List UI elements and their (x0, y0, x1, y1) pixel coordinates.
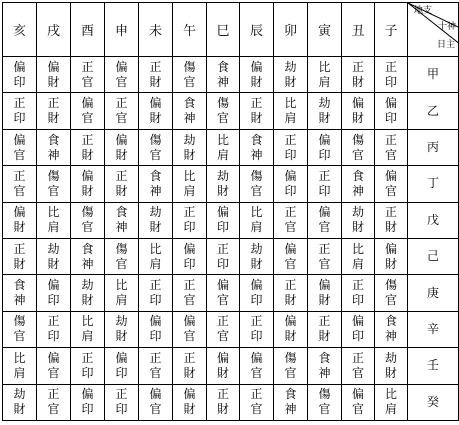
ten-god-text: 傷官 (284, 350, 297, 380)
ten-god-cell (342, 129, 375, 165)
ten-god-text: 正財 (81, 132, 94, 162)
ten-god-text: 正財 (47, 96, 60, 126)
ten-god-text: 比肩 (115, 278, 128, 308)
ten-god-cell (105, 166, 139, 202)
ten-god-cell (173, 275, 207, 311)
ten-god-text: 劫財 (318, 96, 331, 126)
day-stem-cell: 甲 (408, 57, 459, 93)
ten-god-cell (3, 275, 37, 311)
ten-god-cell (71, 166, 105, 202)
ten-god-cell (37, 348, 71, 384)
ten-god-cell (207, 93, 240, 129)
ten-god-text: 傷官 (216, 96, 229, 126)
ten-god-cell (240, 239, 274, 275)
ten-god-text: 比肩 (384, 387, 397, 417)
ten-god-text: 偏官 (284, 241, 297, 271)
ten-god-cell (139, 239, 173, 275)
ten-god-text: 偏印 (149, 314, 162, 344)
ten-god-cell (105, 275, 139, 311)
ten-god-text: 偏印 (318, 132, 331, 162)
ten-god-cell (207, 275, 240, 311)
ten-god-cell (37, 311, 71, 347)
ten-god-text: 食神 (149, 168, 162, 198)
ten-god-cell (173, 384, 207, 420)
ten-god-cell (207, 239, 240, 275)
day-stem-cell: 丁 (408, 166, 459, 202)
ten-god-text: 傷官 (351, 132, 364, 162)
ten-god-text: 偏財 (284, 314, 297, 344)
ten-god-text: 偏印 (81, 387, 94, 417)
ten-god-cell (274, 239, 308, 275)
branch-header: 寅 (308, 3, 342, 57)
ten-god-text: 偏官 (149, 387, 162, 417)
ten-god-text: 比肩 (81, 314, 94, 344)
branch-header: 亥 (3, 3, 37, 57)
table-row (3, 93, 459, 129)
day-stem-cell: 庚 (408, 275, 459, 311)
ten-god-text: 傷官 (318, 387, 331, 417)
ten-god-cell (308, 57, 342, 93)
ten-god-text: 正財 (149, 59, 162, 89)
ten-god-text: 比肩 (149, 241, 162, 271)
ten-god-text: 食神 (81, 241, 94, 271)
corner-label-gods: 十神 (437, 22, 456, 32)
ten-god-text: 正印 (47, 314, 60, 344)
ten-god-text: 偏印 (384, 96, 397, 126)
ten-god-cell (342, 384, 375, 420)
ten-god-cell (3, 93, 37, 129)
ten-god-cell (37, 93, 71, 129)
ten-god-cell (274, 275, 308, 311)
ten-god-text: 正官 (216, 314, 229, 344)
ten-god-cell (207, 202, 240, 238)
ten-god-cell (342, 275, 375, 311)
ten-god-cell (139, 129, 173, 165)
ten-god-cell (71, 239, 105, 275)
ten-god-cell (3, 239, 37, 275)
ten-god-cell (37, 384, 71, 420)
ten-god-cell (308, 129, 342, 165)
ten-god-cell (308, 348, 342, 384)
ten-god-text: 正官 (351, 350, 364, 380)
branch-header: 申 (105, 3, 139, 57)
ten-god-text: 劫財 (384, 350, 397, 380)
ten-god-cell (105, 93, 139, 129)
ten-god-text: 正印 (384, 59, 397, 89)
table-row (3, 275, 459, 311)
ten-god-cell (105, 348, 139, 384)
ten-god-cell (240, 57, 274, 93)
ten-god-cell (105, 384, 139, 420)
ten-god-cell (37, 239, 71, 275)
table-row (3, 166, 459, 202)
ten-god-text: 正印 (149, 278, 162, 308)
ten-god-cell (105, 311, 139, 347)
ten-god-text: 食神 (216, 59, 229, 89)
ten-god-text: 正財 (183, 350, 196, 380)
ten-god-text: 偏財 (81, 168, 94, 198)
ten-god-text: 比肩 (47, 205, 60, 235)
ten-god-text: 偏印 (13, 59, 26, 89)
ten-god-text: 偏印 (183, 241, 196, 271)
ten-god-cell (105, 57, 139, 93)
ten-god-cell (3, 57, 37, 93)
ten-god-cell (71, 311, 105, 347)
ten-god-cell (3, 129, 37, 165)
ten-god-text: 劫財 (216, 168, 229, 198)
ten-god-cell (274, 348, 308, 384)
ten-god-text: 偏財 (149, 96, 162, 126)
ten-god-text: 劫財 (47, 241, 60, 271)
table-row (3, 129, 459, 165)
ten-god-cell (308, 202, 342, 238)
ten-god-text: 食神 (284, 387, 297, 417)
ten-god-cell (105, 239, 139, 275)
branch-header: 卯 (274, 3, 308, 57)
ten-god-text: 食神 (47, 132, 60, 162)
ten-god-text: 劫財 (250, 241, 263, 271)
ten-god-text: 偏印 (216, 205, 229, 235)
ten-god-text: 比肩 (250, 205, 263, 235)
ten-god-cell (342, 311, 375, 347)
ten-god-cell (71, 57, 105, 93)
ten-god-cell (308, 311, 342, 347)
ten-god-text: 劫財 (351, 205, 364, 235)
ten-god-cell (342, 202, 375, 238)
ten-god-cell (308, 239, 342, 275)
ten-god-text: 正官 (318, 241, 331, 271)
ten-god-text: 正財 (13, 241, 26, 271)
ten-god-cell (375, 311, 408, 347)
ten-god-text: 正印 (183, 205, 196, 235)
ten-god-text: 偏財 (183, 387, 196, 417)
corner-header (408, 3, 459, 57)
ten-god-text: 正官 (13, 168, 26, 198)
ten-god-cell (71, 348, 105, 384)
ten-god-text: 偏官 (13, 132, 26, 162)
ten-god-cell (342, 57, 375, 93)
ten-god-cell (173, 239, 207, 275)
ten-god-cell (308, 275, 342, 311)
ten-god-cell (342, 93, 375, 129)
table-row (3, 348, 459, 384)
ten-god-cell (71, 275, 105, 311)
ten-god-cell (37, 57, 71, 93)
ten-god-text: 正財 (250, 96, 263, 126)
ten-god-cell (3, 384, 37, 420)
ten-god-cell (173, 202, 207, 238)
ten-god-text: 偏財 (318, 278, 331, 308)
ten-god-cell (71, 384, 105, 420)
day-stem-cell: 丙 (408, 129, 459, 165)
ten-god-cell (375, 275, 408, 311)
ten-god-text: 正財 (318, 314, 331, 344)
ten-god-text: 正印 (81, 350, 94, 380)
ten-god-cell (37, 275, 71, 311)
ten-god-text: 傷官 (47, 168, 60, 198)
ten-god-cell (207, 311, 240, 347)
ten-god-cell (139, 311, 173, 347)
ten-god-text: 偏官 (115, 59, 128, 89)
ten-god-cell (308, 93, 342, 129)
ten-god-cell (71, 202, 105, 238)
ten-god-text: 正印 (318, 168, 331, 198)
ten-god-cell (207, 348, 240, 384)
ten-god-cell (274, 129, 308, 165)
corner-label-branch: 地支 (414, 6, 433, 16)
ten-god-text: 食神 (351, 168, 364, 198)
table-row (3, 239, 459, 275)
ten-god-cell (3, 166, 37, 202)
ten-god-text: 比肩 (216, 132, 229, 162)
ten-god-text: 傷官 (13, 314, 26, 344)
ten-god-cell (375, 239, 408, 275)
ten-god-text: 正官 (149, 350, 162, 380)
ten-god-cell (3, 311, 37, 347)
ten-god-cell (37, 166, 71, 202)
ten-god-cell (139, 57, 173, 93)
ten-god-text: 劫財 (81, 278, 94, 308)
ten-god-text: 食神 (384, 314, 397, 344)
ten-god-text: 偏官 (47, 350, 60, 380)
ten-god-cell (375, 166, 408, 202)
ten-god-text: 正財 (351, 59, 364, 89)
ten-god-cell (139, 275, 173, 311)
ten-god-text: 傷官 (149, 132, 162, 162)
ten-god-text: 偏財 (13, 205, 26, 235)
branch-header: 丑 (342, 3, 375, 57)
ten-god-text: 偏官 (318, 205, 331, 235)
ten-god-cell (240, 384, 274, 420)
ten-god-text: 食神 (115, 205, 128, 235)
header-row (3, 3, 459, 57)
branch-header: 午 (173, 3, 207, 57)
ten-god-cell (173, 57, 207, 93)
branch-header: 未 (139, 3, 173, 57)
ten-god-text: 正官 (284, 205, 297, 235)
ten-god-text: 比肩 (351, 241, 364, 271)
ten-god-cell (375, 57, 408, 93)
ten-god-text: 偏官 (183, 314, 196, 344)
ten-god-text: 偏官 (81, 96, 94, 126)
branch-header: 酉 (71, 3, 105, 57)
ten-god-text: 比肩 (284, 96, 297, 126)
ten-god-text: 偏財 (384, 241, 397, 271)
table-row (3, 57, 459, 93)
ten-god-cell (139, 93, 173, 129)
ten-god-cell (71, 93, 105, 129)
ten-god-cell (139, 348, 173, 384)
ten-god-cell (274, 57, 308, 93)
ten-god-text: 正印 (250, 314, 263, 344)
ten-god-cell (274, 384, 308, 420)
branch-header: 子 (375, 3, 408, 57)
ten-gods-table-container (2, 2, 456, 421)
ten-god-text: 正財 (284, 278, 297, 308)
ten-god-text: 傷官 (81, 205, 94, 235)
branch-header: 戌 (37, 3, 71, 57)
table-row (3, 311, 459, 347)
ten-god-text: 偏官 (216, 278, 229, 308)
day-stem-cell: 己 (408, 239, 459, 275)
ten-god-cell (37, 202, 71, 238)
ten-god-cell (274, 202, 308, 238)
ten-god-text: 傷官 (115, 241, 128, 271)
ten-god-cell (375, 129, 408, 165)
ten-god-text: 正印 (284, 132, 297, 162)
ten-gods-table (2, 2, 459, 421)
ten-god-cell (274, 93, 308, 129)
ten-god-text: 偏官 (384, 168, 397, 198)
day-stem-cell: 乙 (408, 93, 459, 129)
ten-god-text: 食神 (318, 350, 331, 380)
ten-god-cell (342, 348, 375, 384)
ten-god-text: 正財 (384, 205, 397, 235)
ten-god-text: 比肩 (13, 350, 26, 380)
ten-god-cell (342, 166, 375, 202)
ten-god-cell (139, 384, 173, 420)
ten-god-text: 傷官 (384, 278, 397, 308)
ten-god-text: 正印 (216, 241, 229, 271)
ten-god-cell (207, 384, 240, 420)
ten-god-cell (375, 384, 408, 420)
ten-god-cell (375, 348, 408, 384)
ten-god-cell (342, 239, 375, 275)
branch-header: 巳 (207, 3, 240, 57)
ten-god-text: 正官 (47, 387, 60, 417)
ten-god-cell (308, 166, 342, 202)
ten-god-text: 偏財 (216, 350, 229, 380)
ten-god-text: 傷官 (183, 59, 196, 89)
ten-god-cell (173, 93, 207, 129)
ten-god-text: 偏財 (250, 59, 263, 89)
ten-god-cell (173, 348, 207, 384)
day-stem-cell: 癸 (408, 384, 459, 420)
ten-god-text: 食神 (250, 132, 263, 162)
ten-god-text: 劫財 (149, 205, 162, 235)
ten-god-text: 傷官 (250, 168, 263, 198)
table-row (3, 384, 459, 420)
ten-god-cell (240, 348, 274, 384)
ten-god-text: 偏財 (351, 96, 364, 126)
ten-god-text: 偏印 (115, 350, 128, 380)
ten-god-text: 比肩 (318, 59, 331, 89)
ten-god-text: 正官 (384, 132, 397, 162)
ten-god-cell (207, 57, 240, 93)
ten-god-cell (173, 129, 207, 165)
ten-god-text: 偏印 (351, 314, 364, 344)
ten-god-text: 偏官 (351, 387, 364, 417)
ten-god-text: 偏印 (250, 278, 263, 308)
ten-god-text: 偏印 (47, 278, 60, 308)
day-stem-cell: 辛 (408, 311, 459, 347)
corner-label-daymaster: 日主 (436, 40, 455, 50)
ten-god-cell (240, 275, 274, 311)
ten-god-text: 劫財 (115, 314, 128, 344)
ten-god-cell (3, 202, 37, 238)
ten-god-text: 偏印 (284, 168, 297, 198)
ten-god-cell (207, 129, 240, 165)
ten-god-cell (139, 166, 173, 202)
ten-god-cell (71, 129, 105, 165)
ten-god-text: 正官 (250, 387, 263, 417)
day-stem-cell: 戊 (408, 202, 459, 238)
ten-god-cell (173, 311, 207, 347)
branch-header: 辰 (240, 3, 274, 57)
ten-god-text: 正印 (13, 96, 26, 126)
ten-god-cell (3, 348, 37, 384)
ten-god-cell (173, 166, 207, 202)
ten-god-cell (274, 166, 308, 202)
ten-god-cell (240, 129, 274, 165)
ten-god-text: 正財 (115, 168, 128, 198)
ten-god-text: 偏官 (250, 350, 263, 380)
day-stem-cell: 壬 (408, 348, 459, 384)
ten-god-text: 正官 (115, 96, 128, 126)
ten-god-cell (37, 129, 71, 165)
ten-god-cell (207, 166, 240, 202)
ten-god-cell (375, 93, 408, 129)
ten-god-text: 偏財 (115, 132, 128, 162)
ten-god-cell (105, 202, 139, 238)
ten-god-cell (240, 166, 274, 202)
ten-god-text: 正財 (216, 387, 229, 417)
ten-god-text: 正官 (81, 59, 94, 89)
ten-god-text: 比肩 (183, 168, 196, 198)
ten-god-text: 劫財 (13, 387, 26, 417)
ten-god-text: 劫財 (284, 59, 297, 89)
ten-god-text: 正印 (115, 387, 128, 417)
ten-god-cell (240, 202, 274, 238)
ten-god-cell (105, 129, 139, 165)
table-row (3, 202, 459, 238)
ten-god-text: 劫財 (183, 132, 196, 162)
ten-god-cell (375, 202, 408, 238)
ten-god-cell (139, 202, 173, 238)
ten-god-text: 正官 (183, 278, 196, 308)
ten-god-text: 正印 (351, 278, 364, 308)
ten-god-cell (308, 384, 342, 420)
ten-god-text: 食神 (183, 96, 196, 126)
ten-god-text: 食神 (13, 278, 26, 308)
ten-god-cell (240, 311, 274, 347)
ten-god-cell (240, 93, 274, 129)
ten-god-cell (274, 311, 308, 347)
ten-god-text: 偏財 (47, 59, 60, 89)
